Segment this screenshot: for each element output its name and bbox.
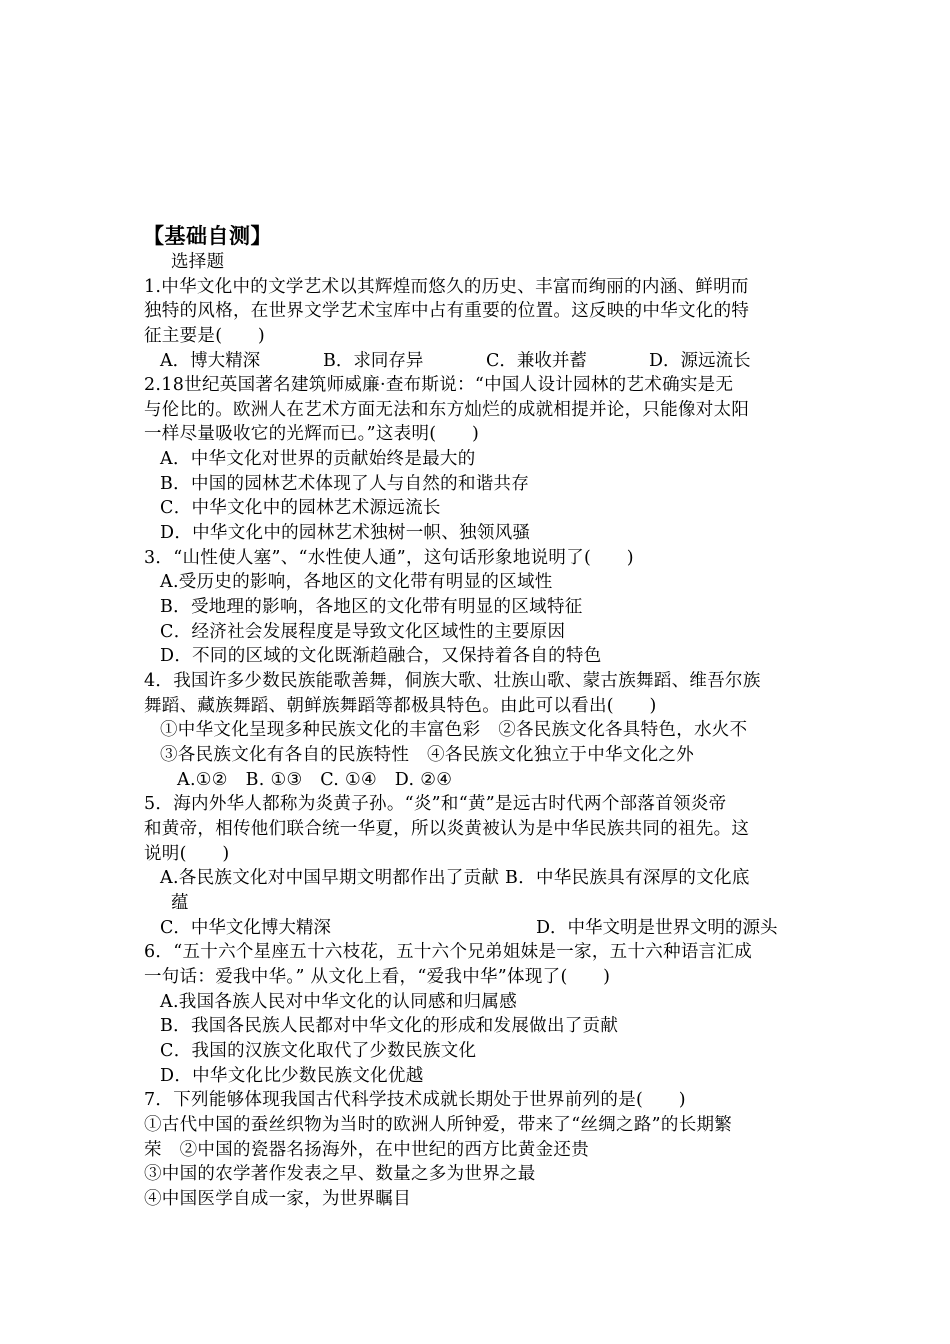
question-5-stem-line-3: 说明( ) (144, 844, 230, 864)
question-5-stem-line-1: 5．海内外华人都称为炎黄子孙。“炎”和“黄”是远古时代两个部落首领炎帝 (144, 794, 727, 814)
question-1-stem-line-2: 独特的风格，在世界文学艺术宝库中占有重要的位置。这反映的中华文化的特 (144, 301, 750, 321)
question-1-option-a: A．博大精深 (160, 351, 261, 371)
question-2-option-a: A．中华文化对世界的贡献始终是最大的 (160, 449, 476, 469)
question-1-stem-line-3: 征主要是( ) (144, 326, 266, 346)
question-2-stem-line-1: 2.18世纪英国著名建筑师威廉·查布斯说：“中国人设计园林的艺术确实是无 (144, 375, 734, 395)
question-3-option-b: B．受地理的影响，各地区的文化带有明显的区域特征 (160, 597, 583, 617)
question-1-stem-line-1: 1.中华文化中的文学艺术以其辉煌而悠久的历史、丰富而绚丽的内涵、鲜明而 (144, 277, 749, 297)
question-7-stem-line-1: 7．下列能够体现我国古代科学技术成就长期处于世界前列的是( ) (144, 1090, 686, 1110)
question-4-stem-line-2: 舞蹈、藏族舞蹈、朝鲜族舞蹈等都极具特色。由此可以看出( ) (144, 696, 657, 716)
question-1-option-b: B．求同存异 (323, 351, 424, 371)
question-3-option-c: C．经济社会发展程度是导致文化区域性的主要原因 (160, 622, 566, 642)
question-2-option-c: C．中华文化中的园林艺术源远流长 (160, 498, 441, 518)
question-6-option-b: B．我国各民族人民都对中华文化的形成和发展做出了贡献 (160, 1016, 619, 1036)
section-heading: 【基础自测】 (143, 224, 272, 248)
question-2-option-b: B．中国的园林艺术体现了人与自然的和谐共存 (160, 474, 530, 494)
question-4-options: A.①② B. ①③ C. ①④ D. ②④ (177, 770, 453, 790)
question-1-option-c: C．兼收并蓄 (486, 351, 587, 371)
question-6-stem-line-2: 一句话：爱我中华。” 从文化上看，“爱我中华”体现了( ) (144, 967, 611, 987)
question-7-statement-line-2: 荣 ②中国的瓷器名扬海外，在中世纪的西方比黄金还贵 (144, 1140, 589, 1160)
question-2-stem-line-3: 一样尽量吸收它的光辉而已。”这表明( ) (144, 424, 480, 444)
question-3-option-a: A.受历史的影响，各地区的文化带有明显的区域性 (160, 572, 553, 592)
question-6-stem-line-1: 6．“五十六个星座五十六枝花，五十六个兄弟姐妹是一家，五十六种语言汇成 (144, 942, 753, 962)
question-4-stem-line-1: 4．我国许多少数民族能歌善舞，侗族大歌、壮族山歌、蒙古族舞蹈、维吾尔族 (144, 671, 761, 691)
question-2-stem-line-2: 与伦比的。欧洲人在艺术方面无法和东方灿烂的成就相提并论，只能像对太阳 (144, 400, 750, 420)
question-5-option-a-b: A.各民族文化对中国早期文明都作出了贡献 B．中华民族具有深厚的文化底 (160, 868, 750, 888)
question-6-option-d: D．中华文化比少数民族文化优越 (160, 1066, 424, 1086)
question-6-option-a: A.我国各族人民对中华文化的认同感和归属感 (160, 992, 517, 1012)
question-5-option-c: C．中华文化博大精深 (160, 918, 331, 938)
question-2-option-d: D．中华文化中的园林艺术独树一帜、独领风骚 (160, 523, 531, 543)
question-5-stem-line-2: 和黄帝，相传他们联合统一华夏，所以炎黄被认为是中华民族共同的祖先。这 (144, 819, 750, 839)
question-3-stem-line-1: 3．“山性使人塞”、“水性使人通”，这句话形象地说明了( ) (144, 548, 634, 568)
question-3-option-d: D．不同的区域的文化既渐趋融合，又保持着各自的特色 (160, 646, 602, 666)
section-subheading: 选择题 (171, 252, 225, 272)
question-6-option-c: C．我国的汉族文化取代了少数民族文化 (160, 1041, 477, 1061)
question-1-option-d: D．源远流长 (649, 351, 751, 371)
question-7-statement-line-1: ①古代中国的蚕丝织物为当时的欧洲人所钟爱，带来了“丝绸之路”的长期繁 (144, 1115, 733, 1135)
question-4-statement-line-2: ③各民族文化有各自的民族特性 ④各民族文化独立于中华文化之外 (160, 745, 694, 765)
question-4-statement-line-1: ①中华文化呈现多种民族文化的丰富色彩 ②各民族文化各具特色，水火不 (160, 720, 748, 740)
question-7-statement-line-3: ③中国的农学著作发表之早、数量之多为世界之最 (144, 1164, 536, 1184)
question-5-option-d: D．中华文明是世界文明的源头 (536, 918, 778, 938)
question-5-option-b-continued: 蕴 (171, 893, 189, 913)
question-7-statement-line-4: ④中国医学自成一家，为世界瞩目 (144, 1189, 411, 1209)
